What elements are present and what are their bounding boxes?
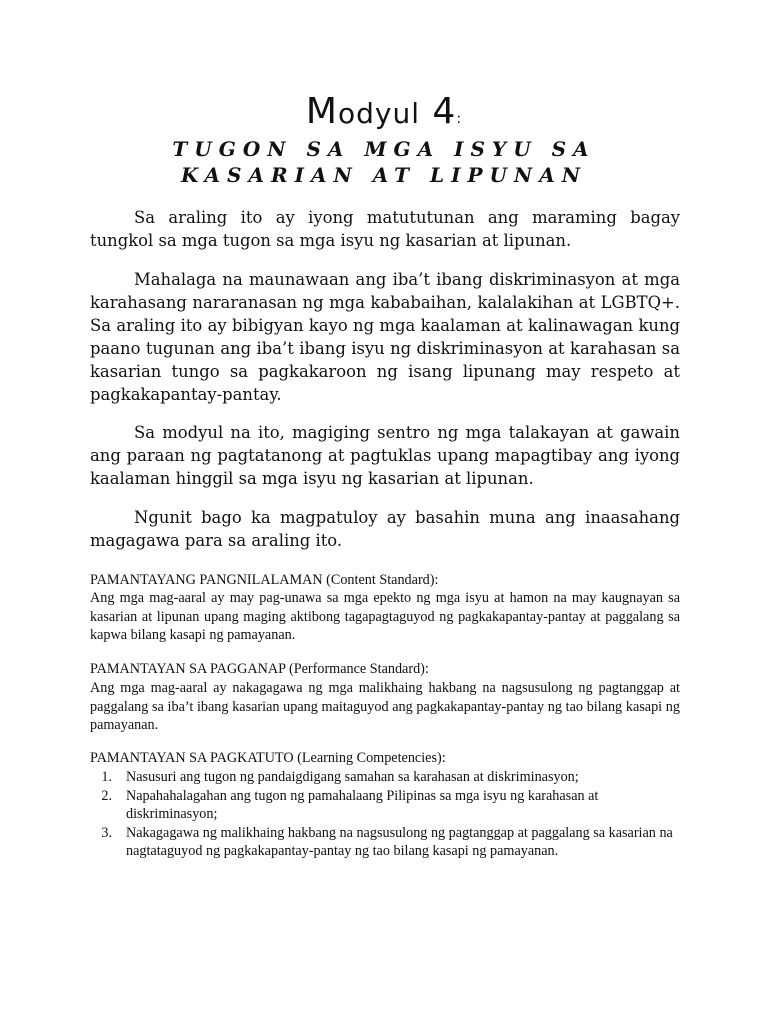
competency-text: Nasusuri ang tugon ng pandaigdigang samahan sa karahasan at diskriminasyon; bbox=[126, 769, 579, 785]
performance-standard-heading: PAMANTAYAN SA PAGGANAP (Performance Standard): bbox=[90, 661, 429, 677]
learning-competencies-list bbox=[90, 768, 680, 861]
title-rest: odyul bbox=[337, 97, 420, 130]
content-standard-heading: PAMANTAYANG PANGNILALAMAN (Content Standard): bbox=[90, 572, 439, 588]
module-title bbox=[0, 91, 768, 132]
content-standard-text: Ang mga mag-aaral ay may pag-unawa sa mga epekto ng mga isyu at hamon na may kaugnayan sa kasarian at lipunan upang maging aktibong tagapagtaguyod ng pagkakapantay-pantay at paggalang sa kapwa bilang kasapi ng pamayanan. bbox=[90, 590, 680, 643]
competency-item bbox=[90, 768, 680, 787]
intro-paragraph-2: Mahalaga na maunawaan ang iba’t ibang diskriminasyon at mga karahasang nararanasan ng mga kababaihan, kalalakihan at LGBTQ+. Sa araling ito ay bibigyan kayo ng mga kaalaman at kalinawagan kung paano tugunan ang iba’t ibang isyu ng diskriminasyon at karahasan sa kasarian tungo sa pagkakaroon ng isang lipunang may respeto at pagkakapantay-pantay. bbox=[90, 270, 680, 404]
intro-paragraph-1: Sa araling ito ay iyong matututunan ang maraming bagay tungkol sa mga tugon sa mga isyu ng kasarian at lipunan. bbox=[90, 208, 680, 250]
competency-item bbox=[90, 787, 680, 824]
competency-number: 1. bbox=[101, 769, 112, 785]
title-number: 4 bbox=[419, 91, 457, 132]
module-subtitle-line2: KASARIAN AT LIPUNAN bbox=[180, 163, 588, 187]
competency-text: Nakagagawa ng malikhaing hakbang na nagsusulong ng pagtanggap at paggalang sa kasarian na nagtataguyod ng pagkakapantay-pantay ng tao bilang kasapi ng pamayanan. bbox=[126, 824, 673, 859]
intro-paragraph-4: Ngunit bago ka magpatuloy ay basahin muna ang inaasahang magagawa para sa araling ito. bbox=[90, 508, 680, 550]
learning-competencies-heading: PAMANTAYAN SA PAGKATUTO (Learning Competencies): bbox=[90, 750, 446, 766]
competency-item bbox=[90, 824, 680, 861]
performance-standard-text: Ang mga mag-aaral ay nakagagawa ng mga malikhaing hakbang na nagsusulong ng pagtanggap at paggalang sa iba’t ibang kasarian upang maitaguyod ang pagkakapantay-pantay ng tao bilang kasapi ng pamayanan. bbox=[90, 680, 680, 733]
competency-text: Napahahalagahan ang tugon ng pamahalaang Pilipinas sa mga isyu ng karahasan at diskriminasyon; bbox=[126, 787, 599, 822]
intro-paragraph-3: Sa modyul na ito, magiging sentro ng mga talakayan at gawain ang paraan ng pagtatanong at pagtuklas upang mapagtibay ang iyong kaalaman hinggil sa mga isyu ng kasarian at lipunan. bbox=[90, 423, 680, 488]
title-colon: : bbox=[456, 111, 463, 127]
competency-number: 2. bbox=[101, 787, 112, 804]
competency-number: 3. bbox=[101, 824, 112, 841]
title-initial: M bbox=[305, 91, 338, 132]
module-subtitle-line1: TUGON SA MGA ISYU SA bbox=[172, 137, 596, 161]
